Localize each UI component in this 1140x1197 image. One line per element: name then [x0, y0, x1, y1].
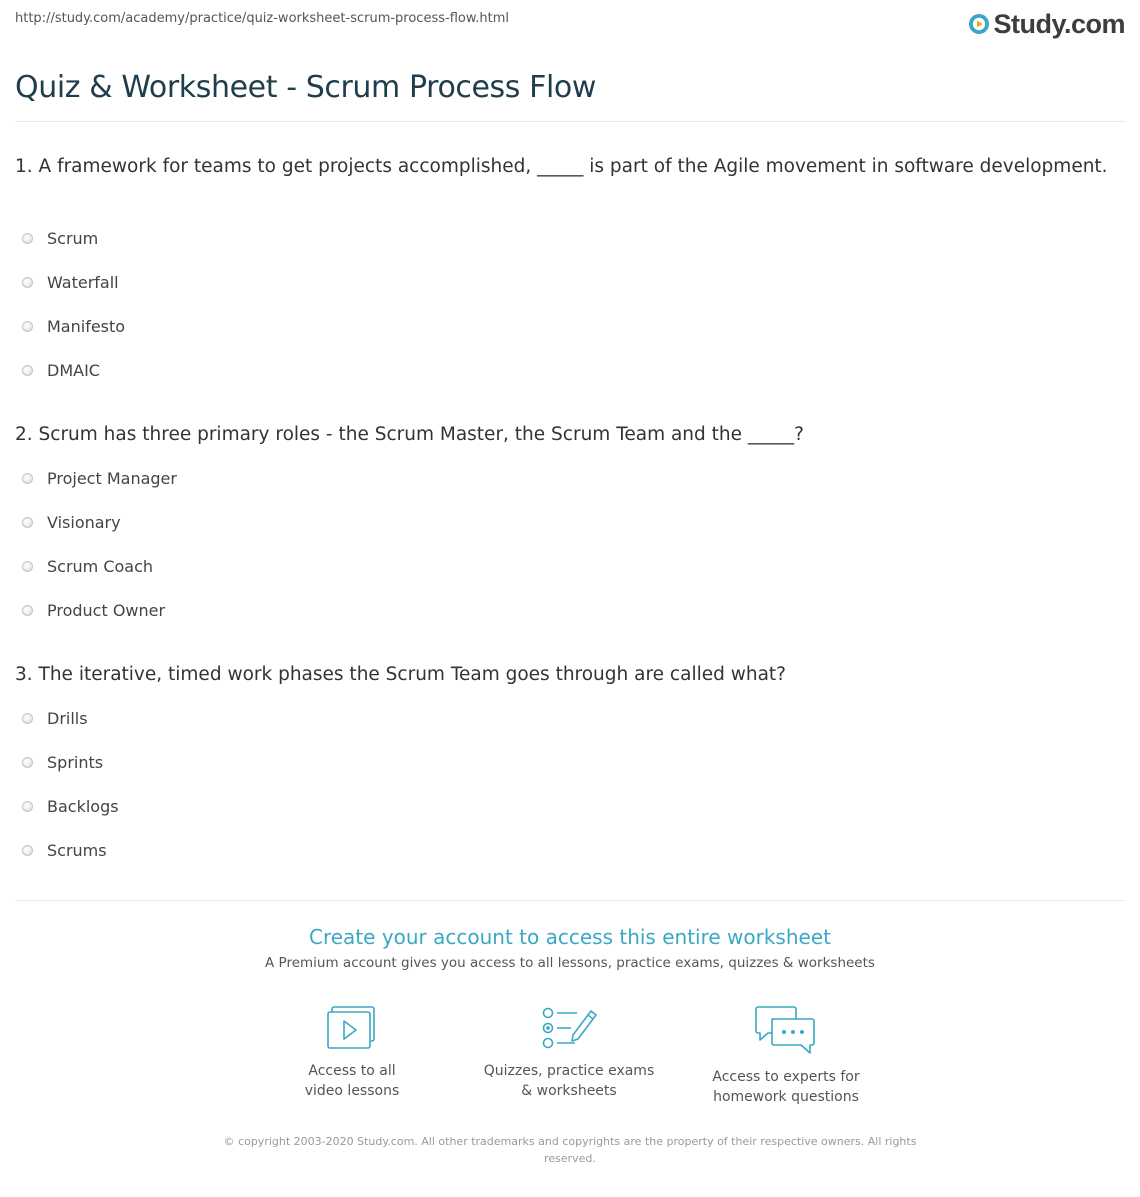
video-lessons-icon — [326, 1005, 378, 1051]
copyright-notice — [0, 1133, 1140, 1167]
answer-option[interactable] — [22, 304, 125, 348]
radio-button[interactable] — [22, 757, 33, 768]
study-logo[interactable] — [968, 8, 1125, 40]
answer-option[interactable] — [22, 500, 177, 544]
option-label: Visionary — [47, 512, 121, 532]
radio-button[interactable] — [22, 605, 33, 616]
option-label: Sprints — [47, 752, 104, 772]
logo-text: Study.com — [993, 8, 1125, 39]
feature-quizzes — [469, 1005, 669, 1101]
page-url: http://study.com/academy/practice/quiz-worksheet-scrum-process-flow.html — [15, 11, 510, 26]
question-text: 3. The iterative, timed work phases the Scrum Team goes through are called what? — [15, 664, 786, 685]
answer-option[interactable] — [22, 828, 119, 872]
title-divider — [15, 121, 1125, 122]
quizzes-checklist-icon — [541, 1005, 597, 1051]
copyright-line: © copyright 2003-2020 Study.com. All other trademarks and copyrights are the property of their respective owners. All rights — [223, 1135, 917, 1148]
question-text: 2. Scrum has three primary roles - the Scrum Master, the Scrum Team and the _____? — [15, 424, 804, 445]
feature-label: Quizzes, practice exams & worksheets — [483, 1063, 655, 1099]
play-logo-icon — [968, 13, 990, 35]
option-label: Waterfall — [47, 272, 119, 292]
radio-button[interactable] — [22, 473, 33, 484]
feature-experts — [686, 1005, 886, 1107]
answer-option[interactable] — [22, 544, 177, 588]
question-1-options — [22, 216, 125, 392]
answer-option[interactable] — [22, 216, 125, 260]
radio-button[interactable] — [22, 517, 33, 528]
radio-button[interactable] — [22, 713, 33, 724]
question-3-options — [22, 696, 119, 872]
question-2-options — [22, 456, 177, 632]
top-bar — [15, 0, 1125, 44]
option-label: Scrum — [47, 228, 99, 248]
copyright-line: reserved. — [544, 1152, 596, 1165]
question-1 — [15, 153, 1115, 181]
answer-option[interactable] — [22, 740, 119, 784]
cta-divider — [15, 900, 1125, 901]
feature-label: Access to experts for homework questions — [712, 1069, 860, 1105]
option-label: Project Manager — [47, 468, 177, 488]
cta-title-link[interactable]: Create your account to access this entire worksheet — [309, 925, 831, 949]
premium-features — [0, 1005, 1140, 1105]
radio-button[interactable] — [22, 801, 33, 812]
option-label: Drills — [47, 708, 88, 728]
cta-subtitle: A Premium account gives you access to all lessons, practice exams, quizzes & worksheets — [265, 955, 875, 971]
radio-button[interactable] — [22, 845, 33, 856]
answer-option[interactable] — [22, 348, 125, 392]
question-text: 1. A framework for teams to get projects accomplished, _____ is part of the Agile movement in software development. — [15, 156, 1108, 177]
page-title: Quiz & Worksheet - Scrum Process Flow — [15, 70, 597, 105]
option-label: Scrums — [47, 840, 107, 860]
answer-option[interactable] — [22, 456, 177, 500]
radio-button[interactable] — [22, 277, 33, 288]
answer-option[interactable] — [22, 784, 119, 828]
option-label: Scrum Coach — [47, 556, 154, 576]
answer-option[interactable] — [22, 588, 177, 632]
answer-option[interactable] — [22, 696, 119, 740]
answer-option[interactable] — [22, 260, 125, 304]
question-3 — [15, 661, 1115, 689]
option-label: Backlogs — [47, 796, 119, 816]
radio-button[interactable] — [22, 365, 33, 376]
feature-video-lessons — [252, 1005, 452, 1101]
chat-bubbles-icon — [754, 1005, 818, 1057]
option-label: DMAIC — [47, 360, 100, 380]
question-2 — [15, 421, 1115, 449]
radio-button[interactable] — [22, 561, 33, 572]
option-label: Manifesto — [47, 316, 126, 336]
radio-button[interactable] — [22, 233, 33, 244]
feature-label: Access to all video lessons — [304, 1063, 400, 1099]
signup-cta — [0, 925, 1140, 971]
option-label: Product Owner — [47, 600, 166, 620]
radio-button[interactable] — [22, 321, 33, 332]
